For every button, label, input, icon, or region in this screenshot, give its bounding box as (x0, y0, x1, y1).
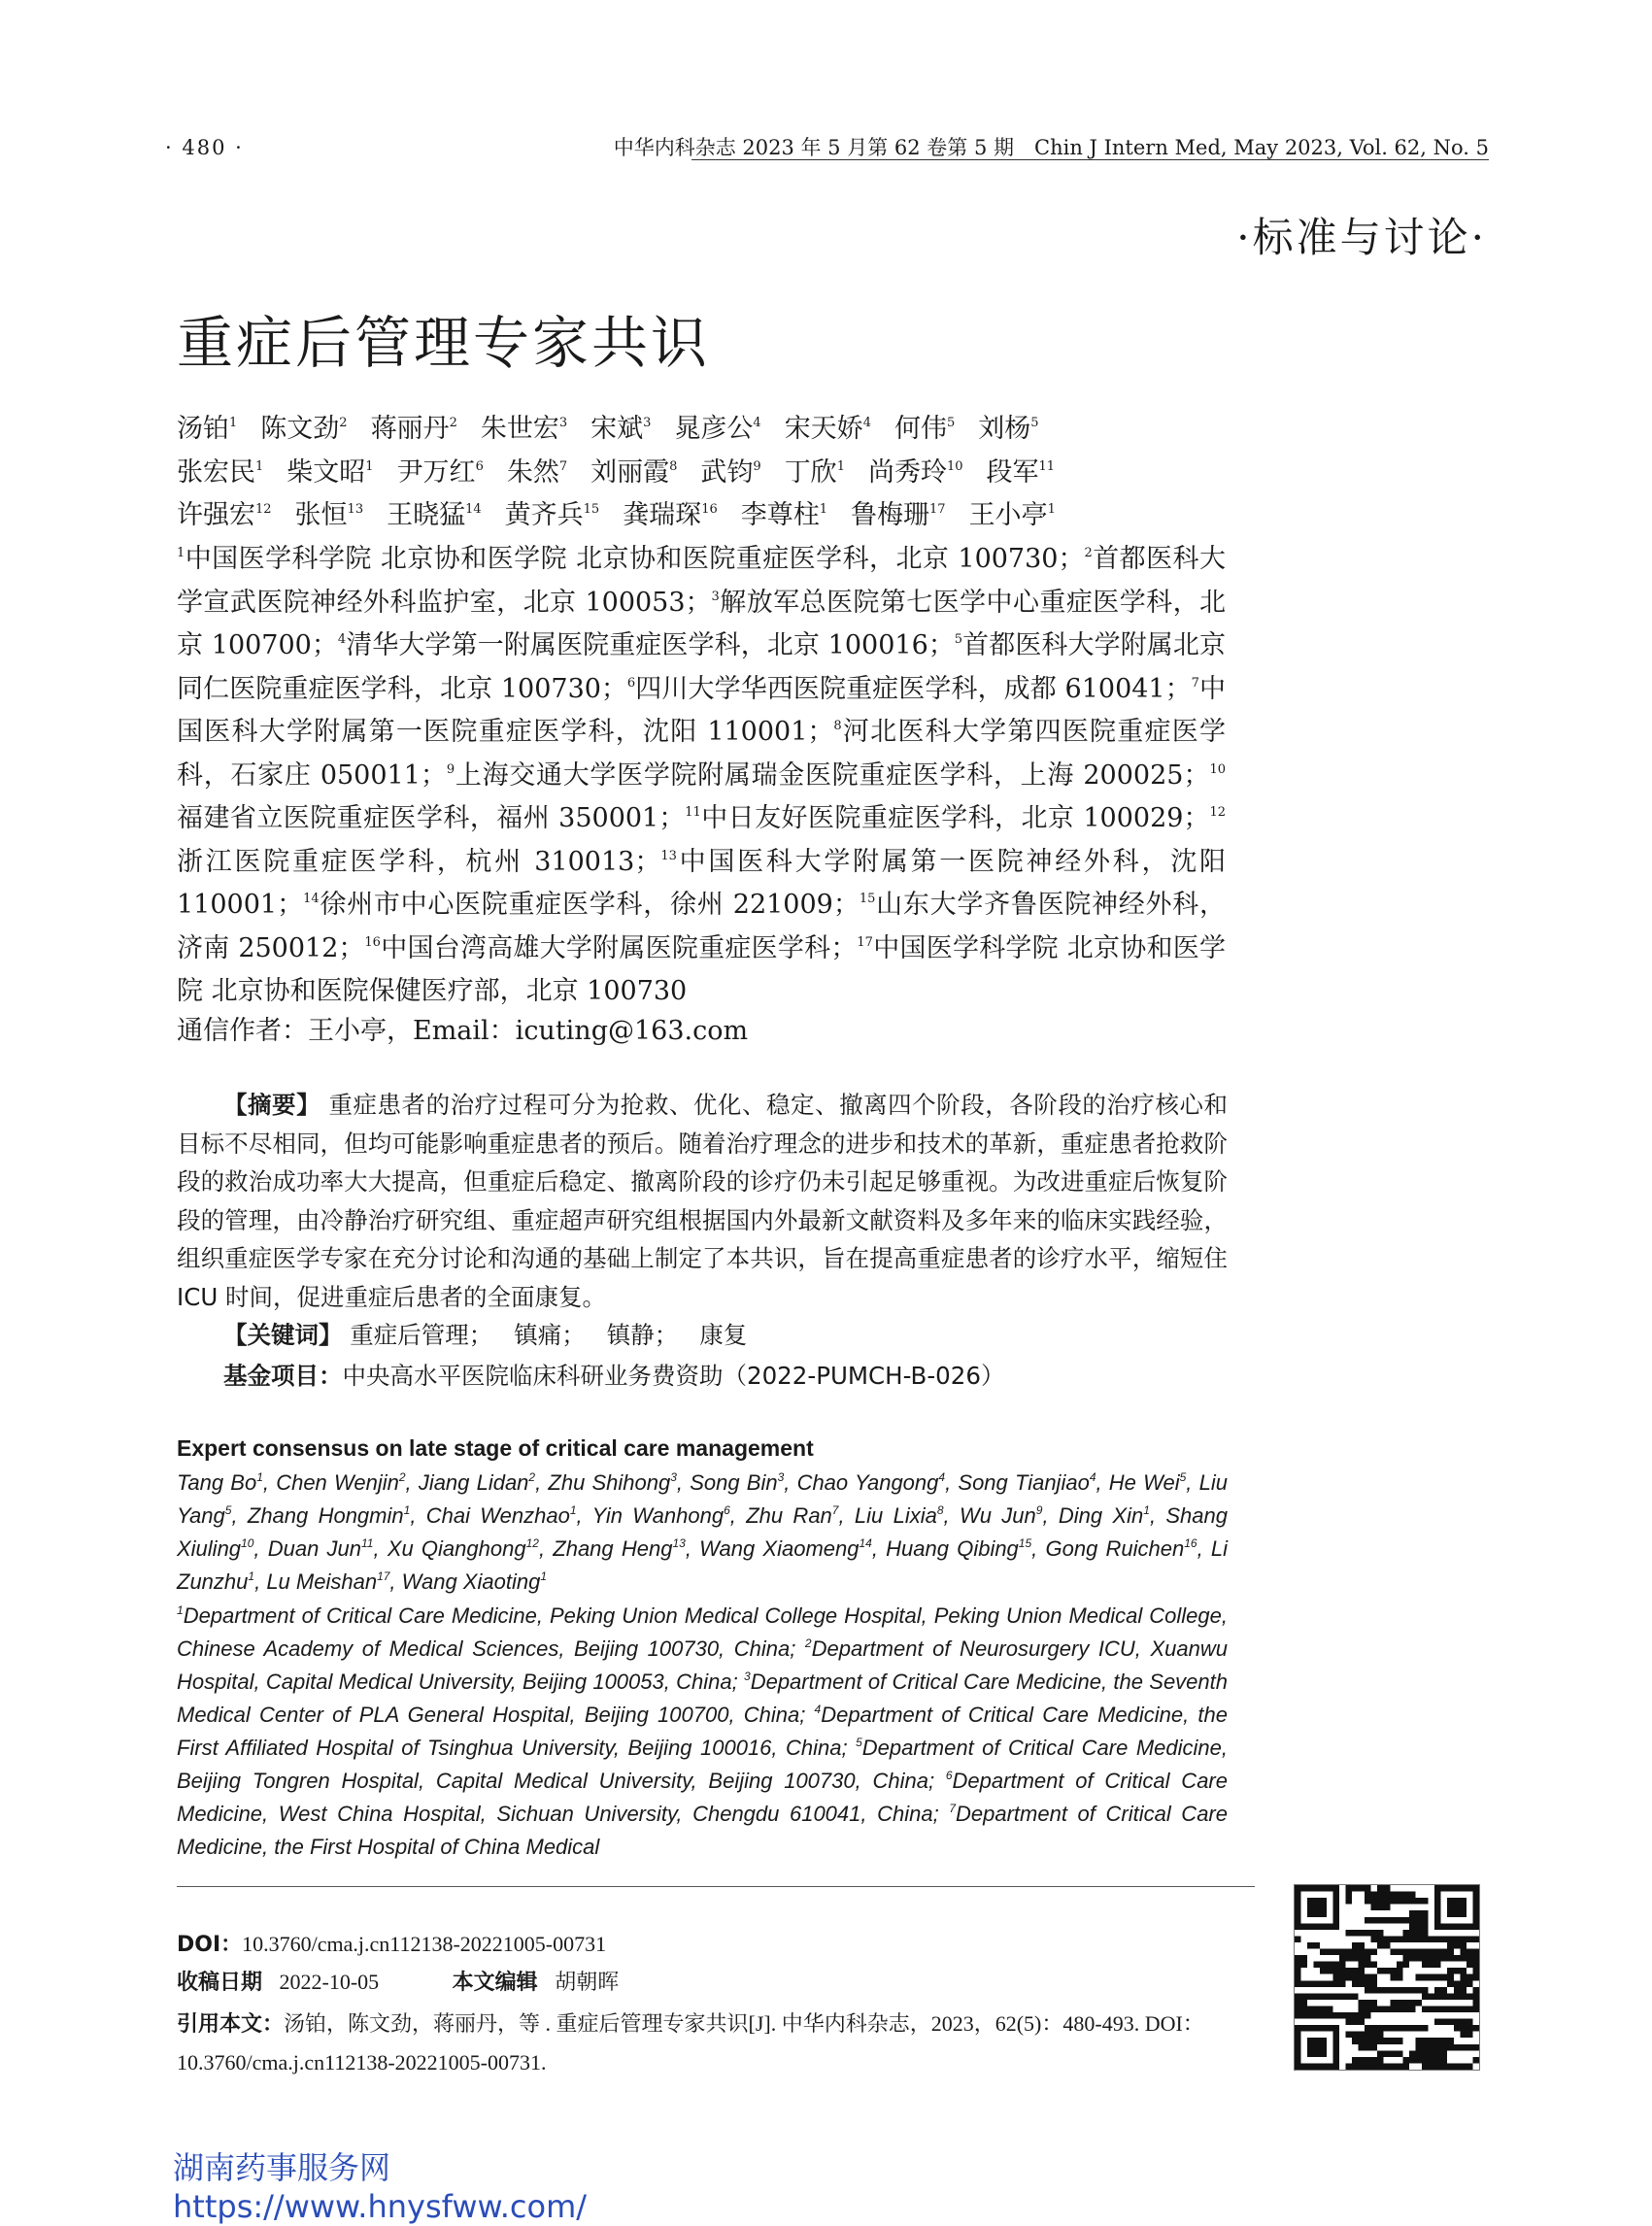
funding-text: 中央高水平医院临床科研业务费资助（2022-PUMCH-B-026） (342, 1362, 1005, 1390)
author-affil-mark: 7 (558, 458, 568, 474)
author-affil-mark: 1 (255, 458, 264, 474)
author-name: 张恒 (294, 500, 348, 530)
english-author-affil-mark: 17 (377, 1569, 390, 1583)
affiliation-mark: 9 (446, 761, 455, 777)
affiliation-mark: 4 (337, 632, 347, 647)
english-author-name: Li Zunzhu (177, 1536, 1229, 1594)
english-author-name: Shang Xiuling (177, 1503, 1228, 1561)
funding (177, 1357, 1274, 1396)
english-affiliation-text: Department of Neurosurgery ICU, Xuanwu Hospital, Capital Medical University, Beijing 100053, China; (177, 1636, 1228, 1694)
author-name: 朱然 (506, 456, 559, 488)
english-affiliation-mark: 4 (814, 1703, 822, 1716)
author-name: 王小亭 (968, 500, 1048, 530)
qr-code-icon[interactable] (1294, 1884, 1480, 2071)
english-author-name: Lu Meishan (266, 1569, 378, 1594)
english-affiliation-text: Department of Critical Care Medicine, Peking Union Medical College Hospital, Peking Union Medical College, Chinese Academy of Medical Sciences, Beijing 100730, China; (177, 1603, 1228, 1661)
author (851, 500, 946, 530)
author-name: 李尊柱 (740, 500, 820, 530)
english-affiliation-text: Department of Critical Care Medicine, the Seventh Medical Center of PLA General Hospital, Beijing 100700, China; (177, 1670, 1228, 1727)
author-affil-mark: 4 (862, 416, 871, 430)
doi-line (177, 1928, 606, 1958)
author-affil-mark: 14 (465, 502, 482, 517)
english-author-affil-mark: 12 (525, 1536, 539, 1550)
keyword: 镇痛； (514, 1321, 586, 1349)
author (785, 414, 871, 444)
english-author-affil-mark: 10 (241, 1536, 254, 1550)
english-author-name: He Wei (1108, 1470, 1180, 1495)
english-author-name: Jiang Lidan (418, 1470, 529, 1495)
affiliation-text: 中国医科大学附属第一医院重症医学科，沈阳 110001； (177, 673, 1227, 747)
english-affiliation-mark: 1 (177, 1603, 184, 1617)
english-affiliation-text: Department of Critical Care Medicine, the First Hospital of China Medical (177, 1802, 1228, 1859)
english-affiliation-mark: 2 (804, 1636, 812, 1650)
author-name: 丁欣 (784, 456, 837, 488)
english-affiliation-text: Department of Critical Care Medicine, Beijing Tongren Hospital, Capital Medical University, Beijing 100730, China; (177, 1736, 1228, 1793)
author-name: 许强宏 (177, 500, 255, 530)
english-author-affil-mark: 1 (569, 1503, 577, 1517)
keyword: 镇静； (606, 1321, 679, 1349)
author-affil-mark: 9 (753, 458, 761, 474)
author-affil-mark: 17 (929, 502, 946, 517)
citation (177, 2005, 1264, 2081)
author (397, 457, 484, 488)
affiliation-mark: 17 (857, 934, 873, 950)
affiliation-mark: 10 (1209, 761, 1226, 777)
author (700, 457, 760, 488)
english-author-name: Liu Lixia (854, 1503, 937, 1528)
affiliation-text: 首都医科大学宣武医院神经外科监护室，北京 100053； (177, 544, 1226, 618)
english-affiliation-mark: 5 (856, 1736, 862, 1749)
affiliation-text: 山东大学齐鲁医院神经外科，济南 250012； (177, 890, 1226, 963)
english-author-affil-mark: 2 (398, 1470, 406, 1484)
author-name: 宋斌 (590, 414, 644, 444)
affiliation-text: 浙江医院重症医学科，杭州 310013； (177, 846, 661, 877)
affiliation-list (177, 538, 1226, 1014)
author-row (177, 452, 1226, 495)
english-author-affil-mark: 1 (248, 1569, 255, 1583)
affiliation-mark: 13 (660, 848, 677, 863)
author-row (177, 494, 1226, 538)
author-affil-mark: 8 (669, 458, 678, 474)
journal-running-head: 中华内科杂志 2023 年 5 月第 62 卷第 5 期 Chin J Intern Med, May 2023, Vol. 62, No. 5 (613, 136, 1489, 159)
affiliation-text: 上海交通大学医学院附属瑞金医院重症医学科，上海 200025； (455, 759, 1210, 791)
affiliation-text: 福建省立医院重症医学科，福州 350001； (177, 803, 686, 833)
affiliation-mark: 6 (626, 675, 636, 691)
affiliation-mark: 7 (1191, 675, 1199, 691)
affiliation-mark: 1 (177, 546, 185, 560)
keywords (177, 1316, 1274, 1355)
author-affil-mark: 5 (1030, 416, 1039, 430)
abstract-label: 【摘要】 (223, 1091, 321, 1119)
author (371, 414, 457, 444)
english-author-affil-mark: 3 (670, 1470, 677, 1484)
english-author-affil-mark: 7 (831, 1503, 839, 1517)
english-author-affil-mark: 14 (859, 1536, 872, 1550)
english-author-affil-mark: 4 (938, 1470, 946, 1484)
author-affil-mark: 1 (229, 416, 238, 430)
author-list (177, 408, 1226, 538)
english-author-name: Duan Jun (267, 1536, 362, 1561)
english-author-name: Zhu Shihong (548, 1470, 671, 1495)
affiliation-text: 首都医科大学附属北京同仁医院重症医学科，北京 100730； (177, 630, 1227, 704)
english-author-affil-mark: 15 (1018, 1536, 1032, 1550)
english-author-affil-mark: 5 (1179, 1470, 1187, 1484)
editor-label: 本文编辑 (452, 1971, 538, 1995)
affiliation-mark: 12 (1209, 805, 1226, 820)
english-author-affil-mark: 1 (540, 1569, 548, 1583)
author (969, 500, 1056, 530)
author-name: 张宏民 (177, 456, 255, 488)
author-row (177, 408, 1226, 452)
author-name: 朱世宏 (480, 414, 559, 444)
english-author-affil-mark: 3 (777, 1470, 785, 1484)
author (177, 457, 263, 488)
english-author-affil-mark: 1 (403, 1503, 411, 1517)
author (177, 500, 272, 530)
correspondence: 通信作者：王小亭，Email：icuting@163.com (177, 1016, 749, 1046)
author-name: 尚秀玲 (867, 456, 947, 488)
author-name: 何伟 (893, 414, 947, 444)
author-affil-mark: 6 (475, 458, 484, 474)
affiliation-text: 河北医科大学第四医院重症医学科，石家庄 050011； (177, 717, 1227, 791)
affiliation-text: 徐州市中心医院重症医学科，徐州 221009； (319, 890, 860, 920)
english-author-affil-mark: 16 (1184, 1536, 1197, 1550)
english-author-name: Gong Ruichen (1045, 1536, 1185, 1561)
affiliation-text: 中国台湾高雄大学附属医院重症医学科； (380, 932, 858, 963)
author (894, 414, 955, 444)
author (295, 500, 364, 530)
article-title: 重症后管理专家共识 (177, 310, 711, 376)
english-affiliation-list (177, 1600, 1228, 1864)
affiliation-text: 中国医学科学院 北京协和医学院 北京协和医院保健医疗部，北京 100730 (177, 932, 1226, 1006)
english-author-name: Song Tianjiao (958, 1470, 1090, 1495)
english-title: Expert consensus on late stage of critical care management (177, 1435, 814, 1461)
english-author-affil-mark: 4 (1089, 1470, 1096, 1484)
english-author-affil-mark: 1 (256, 1470, 263, 1484)
english-author-affil-mark: 13 (672, 1536, 686, 1550)
author (507, 457, 567, 488)
author (868, 457, 963, 488)
cite-text: 汤铂，陈文劲，蒋丽丹，等 . 重症后管理专家共识[J]. 中华内科杂志，2023，62(5)：480-493. DOI：10.3760/cma.j.cn112138-20221005-00731. (177, 2011, 1204, 2074)
english-author-name: Wang Xiaoting (401, 1569, 541, 1594)
author-affil-mark: 3 (558, 416, 568, 430)
keywords-label: 【关键词】 (223, 1321, 343, 1349)
author (260, 414, 347, 444)
author-affil-mark: 11 (1038, 458, 1056, 474)
affiliation-text: 四川大学华西医院重症医学科，成都 610041； (635, 673, 1192, 704)
author-affil-mark: 2 (339, 416, 348, 430)
author-affil-mark: 1 (365, 458, 374, 474)
english-affiliation-mark: 3 (744, 1670, 751, 1683)
english-author-affil-mark: 1 (1143, 1503, 1150, 1517)
author-affil-mark: 5 (946, 416, 956, 430)
author-affil-mark: 16 (701, 502, 718, 517)
author (674, 414, 760, 444)
english-author-name: Huang Qibing (886, 1536, 1019, 1561)
english-author-name: Chao Yangong (796, 1470, 939, 1495)
author-affil-mark: 4 (753, 416, 761, 430)
english-author-name: Zhang Hongmin (247, 1503, 404, 1528)
author-name: 刘杨 (978, 414, 1031, 444)
english-author-name: Yin Wanhong (591, 1503, 725, 1528)
english-author-name: Wu Jun (959, 1503, 1036, 1528)
english-author-name: Chen Wenjin (276, 1470, 399, 1495)
funding-label: 基金项目： (223, 1362, 343, 1390)
english-affiliation-text: Department of Critical Care Medicine, the First Affiliated Hospital of Tsinghua University, Beijing 100016, China; (177, 1703, 1228, 1760)
english-author-affil-mark: 6 (724, 1503, 730, 1517)
english-affiliation-mark: 7 (949, 1802, 956, 1815)
english-author-name: Wang Xiaomeng (699, 1536, 860, 1561)
affiliation-mark: 3 (711, 589, 720, 604)
cite-label: 引用本文： (177, 2012, 285, 2037)
author (741, 500, 827, 530)
watermark-site-name: 湖南药事服务网 (173, 2149, 391, 2186)
affiliation-text: 清华大学第一附属医院重症医学科，北京 100016； (346, 630, 955, 660)
abstract-text: 重症患者的治疗过程可分为抢救、优化、稳定、撤离四个阶段，各阶段的治疗核心和目标不尽相同，但均可能影响重症患者的预后。随着治疗理念的进步和技术的革新，重症患者抢救阶段的救治成功率大大提高，但重症后稳定、撤离阶段的诊疗仍未引起足够重视。为改进重症后恢复阶段的管理，由冷静治疗研究组、重症超声研究组根据国内外最新文献资料及多年来的临床实践经验，组织重症医学专家在充分讨论和沟通的基础上制定了本共识，旨在提高重症患者的诊疗水平，缩短住 ICU 时间，促进重症后患者的全面康复。 (177, 1091, 1229, 1311)
english-author-name: Song Bin (690, 1470, 778, 1495)
english-author-list: Tang Bo$^1$, Chen Wenjin$^2$, Jiang Lidan$^2$, Zhu Shihong$^3$, Song Bin$^3$, Chao Yangong$^4$, Song Tianjiao$^4$, He Wei$^5$, Liu Yang$^5$, Zhang Hongmin$^1$, Chai Wenzhao$^1$, Yin Wanhong$^6$, Zhu Ran$^7$, Liu Lixia$^8$, Wu Jun$^9$, Ding Xin$^1$, Shang Xiuling$^{10}$, Duan Jun$^{11}$, Xu Qianghong$^{12}$, Zhang Heng$^{13}$, Wang Xiaomeng$^{14}$, Huang Qibing$^{15}$, Gong Ruichen$^{16}$, Li Zunzhu$^1$, Lu Meishan$^{17}$, Wang Xiaoting$^1$ (177, 1470, 1229, 1594)
author (505, 500, 600, 530)
affiliation-mark: 5 (954, 632, 963, 647)
english-author-affil-mark: 9 (1035, 1503, 1043, 1517)
affiliation-text: 中日友好医院重症医学科，北京 100029； (700, 803, 1210, 833)
author-name: 晁彦公 (674, 414, 754, 444)
author-name: 鲁梅珊 (851, 500, 930, 530)
english-author-name: Liu Yang (177, 1470, 1228, 1528)
english-author-name: Zhang Heng (553, 1536, 673, 1561)
author-affil-mark: 1 (836, 458, 845, 474)
received-label: 收稿日期 (177, 1971, 263, 1995)
page-number: · 480 · (165, 136, 244, 159)
english-author-affil-mark: 11 (361, 1536, 374, 1550)
author-name: 陈文劲 (260, 414, 340, 444)
author (481, 414, 567, 444)
affiliation-text: 中国医学科学院 北京协和医学院 北京协和医院重症医学科，北京 100730； (185, 544, 1085, 574)
author (978, 414, 1038, 444)
author-name: 柴文昭 (287, 456, 366, 488)
editor-name: 胡朝晖 (555, 1970, 620, 1994)
author-name: 龚瑞琛 (623, 500, 702, 530)
affiliation-text: 中国医科大学附属第一医院神经外科，沈阳 110001； (177, 846, 1227, 920)
affiliation-mark: 11 (685, 805, 701, 820)
doi-label: DOI： (177, 1933, 243, 1957)
author-affil-mark: 15 (583, 502, 600, 517)
site-watermark[interactable] (173, 2148, 587, 2226)
affiliation-mark: 8 (833, 719, 842, 733)
author-name: 黄齐兵 (504, 500, 584, 530)
author (987, 457, 1056, 488)
watermark-url[interactable]: https://www.hnysfww.com/ (173, 2188, 588, 2225)
affiliation-mark: 16 (364, 934, 381, 950)
affiliation-mark: 15 (859, 892, 876, 906)
author (590, 457, 677, 488)
author-affil-mark: 3 (643, 416, 652, 430)
affiliation-mark: 2 (1084, 546, 1093, 560)
author-name: 尹万红 (396, 456, 476, 488)
author-name: 王晓猛 (387, 500, 466, 530)
footer-rule (177, 1886, 1255, 1887)
author-name: 宋天娇 (784, 414, 863, 444)
author-affil-mark: 1 (819, 502, 828, 517)
column-tag: ·标准与讨论· (1236, 214, 1487, 261)
english-author-name: Zhu Ran (746, 1503, 832, 1528)
author-affil-mark: 10 (946, 458, 963, 474)
english-author-name: Chai Wenzhao (425, 1503, 570, 1528)
author (623, 500, 718, 530)
author (785, 457, 845, 488)
author-name: 武钧 (700, 456, 754, 488)
english-author-affil-mark: 2 (528, 1470, 536, 1484)
english-author-affil-mark: 8 (936, 1503, 944, 1517)
author-affil-mark: 2 (449, 416, 457, 430)
author-name: 刘丽霞 (590, 456, 670, 488)
keyword: 重症后管理； (350, 1321, 493, 1349)
english-author-affil-mark: 5 (224, 1503, 232, 1517)
author-affil-mark: 1 (1047, 502, 1056, 517)
author (387, 500, 482, 530)
english-author-name: Tang Bo (177, 1470, 257, 1495)
author (177, 414, 237, 444)
author-name: 蒋丽丹 (370, 414, 450, 444)
english-author-name: Ding Xin (1058, 1503, 1144, 1528)
doi-value: 10.3760/cma.j.cn112138-20221005-00731 (242, 1932, 607, 1956)
received-date: 2022-10-05 (279, 1970, 380, 1994)
affiliation-text: 解放军总医院第七医学中心重症医学科，北京 100700； (177, 587, 1227, 660)
author-name: 汤铂 (177, 414, 229, 444)
abstract (177, 1086, 1228, 1316)
english-affiliation-mark: 6 (945, 1769, 953, 1782)
english-affiliation-text: Department of Critical Care Medicine, West China Hospital, Sichuan University, Chengdu 610041, China; (177, 1769, 1228, 1826)
author (590, 414, 651, 444)
received-line (177, 1966, 619, 1996)
author-affil-mark: 13 (347, 502, 364, 517)
affiliation-mark: 14 (303, 892, 320, 906)
author-name: 段军 (986, 456, 1039, 488)
keyword: 康复 (699, 1321, 748, 1349)
header-rule (691, 159, 1489, 160)
author (287, 457, 373, 488)
author-affil-mark: 12 (255, 502, 272, 517)
english-author-name: Xu Qianghong (387, 1536, 526, 1561)
